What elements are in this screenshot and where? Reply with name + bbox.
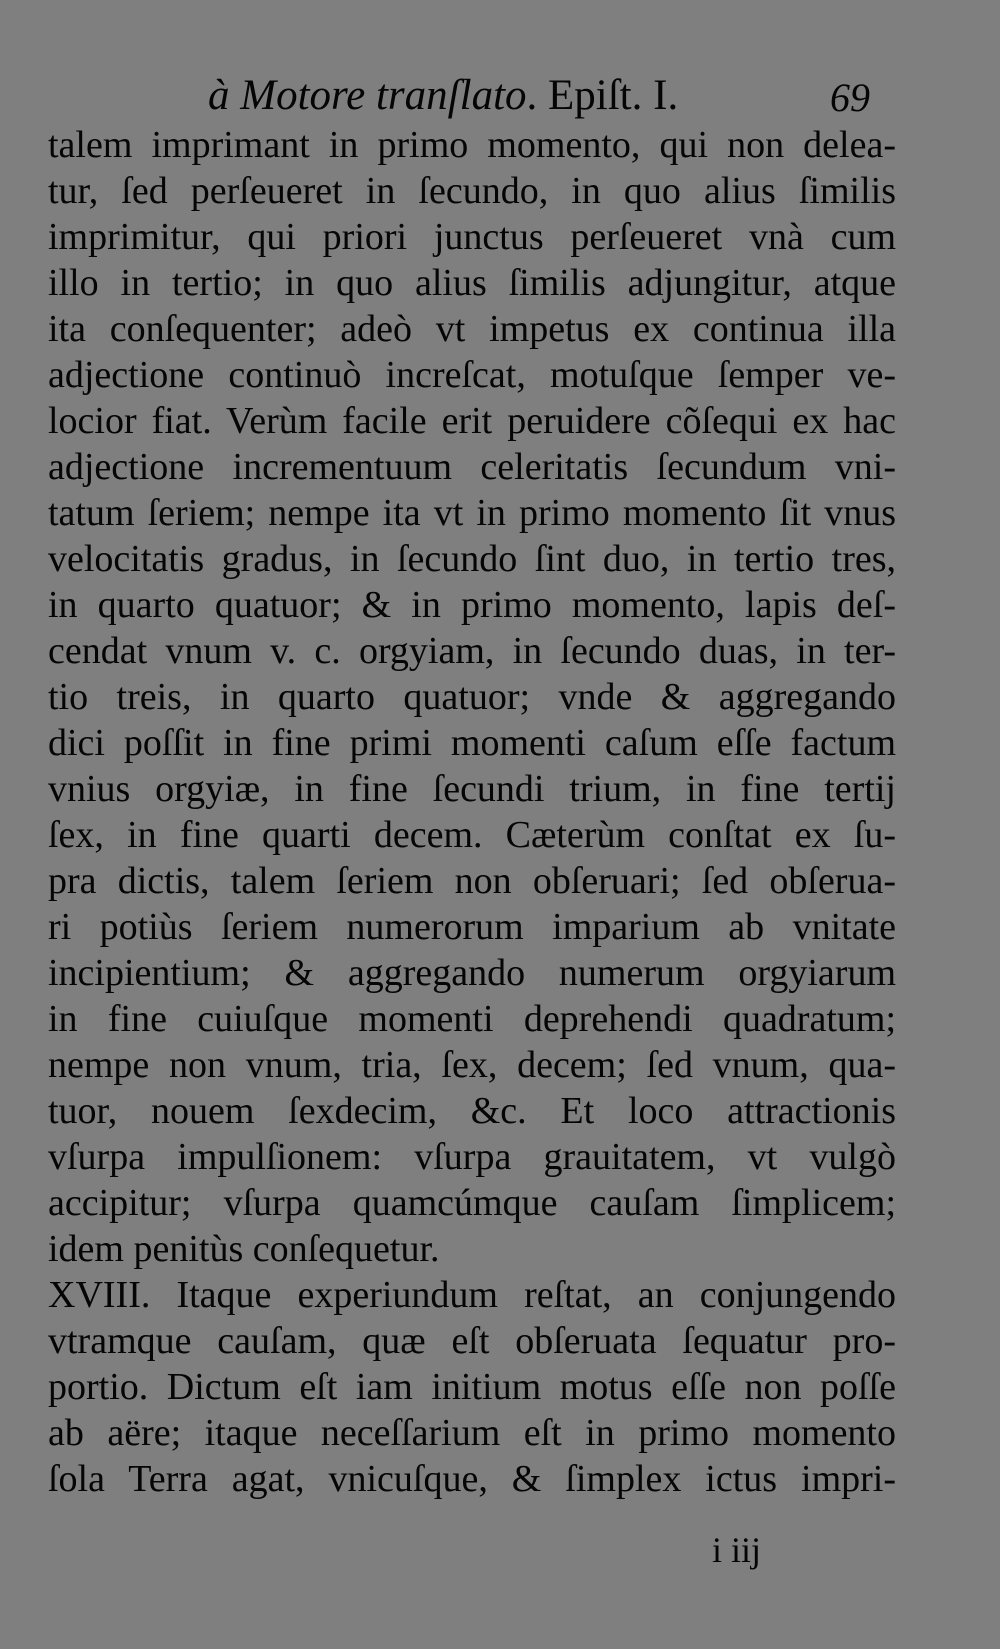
text-line: pra dictis, talem ſeriem non obſeruari; ſed obſerua- [48,860,896,902]
text-line: ita conſequenter; adeò vt impetus ex continua illa [48,308,896,350]
text-line: ri potiùs ſeriem numerorum imparium ab vnitate [48,906,896,948]
text-line: tio treis, in quarto quatuor; vnde & aggregando [48,676,896,718]
text-line: dici poſſit in fine primi momenti caſum eſſe factum [48,722,896,764]
text-line: vſurpa impulſionem: vſurpa grauitatem, vt vulgò [48,1136,896,1178]
text-line: vtramque cauſam, quæ eſt obſeruata ſequatur pro- [48,1320,896,1362]
text-line: imprimitur, qui priori junctus perſeueret vnà cum [48,216,896,258]
running-head-epistle: . Epiſt. I. [526,72,679,119]
text-line: in quarto quatuor; & in primo momento, lapis deſ- [48,584,896,626]
running-head [208,72,678,120]
text-line: accipitur; vſurpa quamcúmque cauſam ſimplicem; [48,1182,896,1224]
page-header [0,70,1000,122]
text-line: nempe non vnum, tria, ſex, decem; ſed vnum, qua- [48,1044,896,1086]
text-line: vnius orgyiæ, in fine ſecundi trium, in fine tertij [48,768,896,810]
text-line: tur, ſed perſeueret in ſecundo, in quo alius ſimilis [48,170,896,212]
signature-mark: i iij [712,1530,762,1570]
text-line: adjectione incrementuum celeritatis ſecundum vni- [48,446,896,488]
text-line: adjectione continuò increſcat, motuſque ſemper ve- [48,354,896,396]
text-line: incipientium; & aggregando numerum orgyiarum [48,952,896,994]
body-text [48,122,896,1502]
paragraph-2-section-xviii [48,1272,896,1502]
text-line: tatum ſeriem; nempe ita vt in primo momento ſit vnus [48,492,896,534]
running-head-title: à Motore tranſlato [208,72,527,119]
text-line: in fine cuiuſque momenti deprehendi quadratum; [48,998,896,1040]
text-line: ab aëre; itaque neceſſarium eſt in primo momento [48,1412,896,1454]
page-number: 69 [830,75,870,120]
text-line: portio. Dictum eſt iam initium motus eſſe non poſſe [48,1366,896,1408]
text-line: ſex, in fine quarti decem. Cæterùm conſtat ex ſu- [48,814,896,856]
text-line: illo in tertio; in quo alius ſimilis adjungitur, atque [48,262,896,304]
text-line: tuor, nouem ſexdecim, &c. Et loco attractionis [48,1090,896,1132]
paragraph-1 [48,122,896,1272]
text-line: idem penitùs conſequetur. [48,1228,440,1270]
text-line: XVIII. Itaque experiundum reſtat, an conjungendo [48,1274,896,1316]
text-line: velocitatis gradus, in ſecundo ſint duo, in tertio tres, [48,538,896,580]
text-line: ſola Terra agat, vnicuſque, & ſimplex ictus impri- [48,1458,896,1500]
text-line: talem imprimant in primo momento, qui non delea- [48,124,896,166]
text-line: locior fiat. Verùm facile erit peruidere cõſequi ex hac [48,400,896,442]
text-line: cendat vnum v. c. orgyiam, in ſecundo duas, in ter- [48,630,896,672]
